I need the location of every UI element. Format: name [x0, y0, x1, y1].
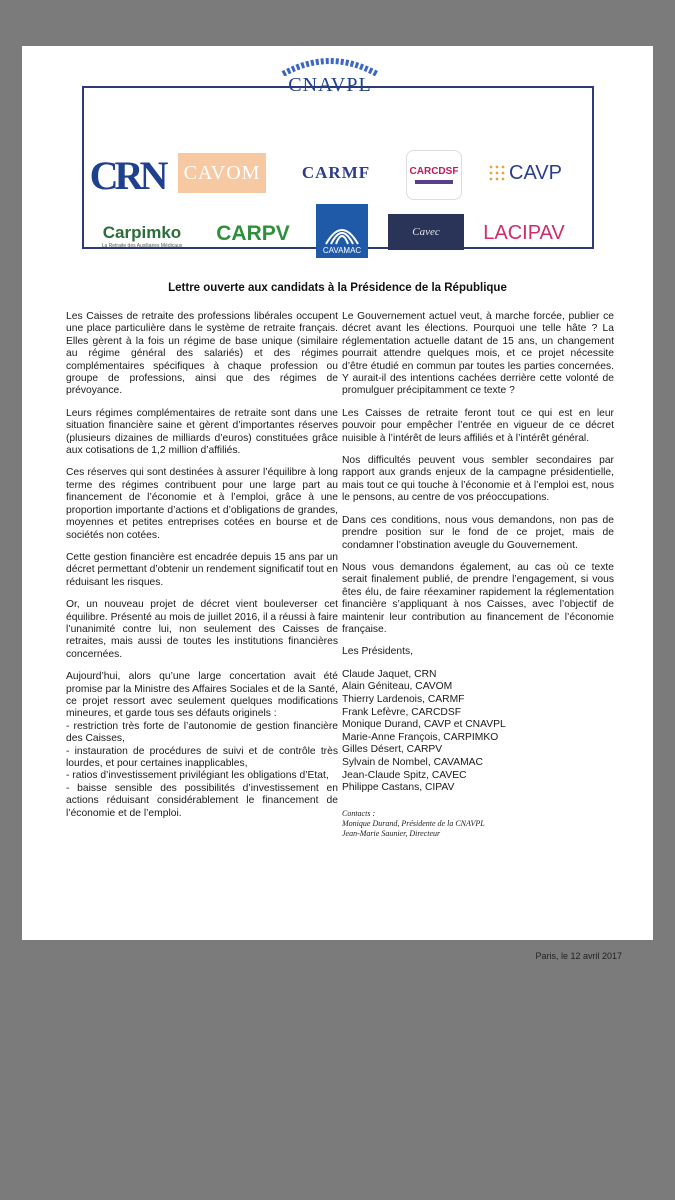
- cnavpl-arc-icon: [275, 54, 385, 76]
- paragraph: Aujourd’hui, alors qu’une large concertation avait été promise par la Ministre des Affaires Sociales et de la Santé, ce projet ressort avec seulement quelques modifications mineures, et garde tous ses défauts originels :: [66, 671, 338, 720]
- lacipav-logo-text: LACIPAV: [483, 221, 565, 244]
- carcdsf-band-icon: [415, 180, 453, 184]
- cavp-logo: [478, 158, 572, 188]
- list-item: - restriction très forte de l’autonomie de gestion financière des Caisses,: [66, 720, 338, 745]
- carpimko-logo-text: Carpimko: [102, 223, 182, 242]
- carpv-logo: [202, 218, 304, 250]
- left-column: [66, 311, 338, 820]
- contact-line: Monique Durand, Présidente de la CNAVPL: [342, 818, 485, 828]
- list-item: - instauration de procédures de suivi et de contrôle très lourdes, et pour certaines inapplicables,: [66, 745, 338, 769]
- carmf-logo: [288, 160, 384, 186]
- cavom-logo-text: CAVOM: [183, 161, 261, 184]
- carmf-logo-text: CARMF: [301, 163, 371, 182]
- carpv-logo-text: CARPV: [216, 222, 290, 245]
- crn-logo: [89, 150, 165, 200]
- paragraph: Ces réserves qui sont destinées à assurer l’équilibre à long terme des régimes contribuent pour une large part au financement de l’économie et à l’emploi, grâce à une proportion importante d’actions et d’obligations de grandes, moyennes et petites entreprises cotées en bourse et de sociétés non cotées.: [66, 467, 338, 541]
- paragraph: Leurs régimes complémentaires de retraite sont dans une situation financière saine et gèrent d’importantes réserves (plusieurs dizaines de milliards d’euros) constituées grâce aux cotisations de 1,2 million d’affiliés.: [66, 407, 338, 457]
- cnavpl-logo: [246, 54, 414, 97]
- cavamac-logo-text: CAVAMAC: [322, 246, 362, 255]
- carcdsf-logo: [406, 150, 462, 200]
- paragraph: Dans ces conditions, nous vous demandons, non pas de prendre position sur le fond de ce projet, mais de condamner l’obstination aveugle du Gouvernement.: [342, 514, 614, 551]
- crn-logo-text: CRN: [89, 152, 165, 198]
- cavamac-logo: [316, 204, 368, 258]
- contacts-block: [342, 809, 614, 839]
- list-item: - baisse sensible des possibilités d’investissement en actions réduisant considérablement le financement de l’économie et de l’emploi.: [66, 782, 338, 819]
- president-name: Jean-Claude Spitz, CAVEC: [342, 769, 467, 781]
- cavom-logo: [178, 153, 266, 193]
- president-name: Frank Lefèvre, CARCDSF: [342, 706, 462, 718]
- paragraph: Nous vous demandons également, au cas où ce texte serait finalement publié, de prendre l’engagement, si vous êtes élu, de faire réexaminer rapidement la réglementation financière s’appliquant à nos Caisses, avec l’objectif de maintenir leur contribution au financement de l’économie française.: [342, 561, 614, 635]
- cavec-logo-text: Cavec: [412, 226, 440, 238]
- cavp-dots-icon: [488, 164, 506, 182]
- president-name: Thierry Lardenois, CARMF: [342, 693, 465, 705]
- presidents-list: [342, 669, 614, 795]
- president-name: Gilles Désert, CARPV: [342, 744, 443, 756]
- carpimko-tagline: La Retraite des Auxiliaires Médicaux: [101, 243, 183, 249]
- president-name: Sylvain de Nombel, CAVAMAC: [342, 756, 483, 768]
- cavec-logo: [388, 214, 464, 250]
- dateline: Paris, le 12 avril 2017: [535, 951, 622, 961]
- contacts-label: Contacts :: [342, 808, 376, 818]
- cavp-logo-text: CAVP: [509, 161, 562, 184]
- carcdsf-logo-text: CARCDSF: [409, 166, 459, 177]
- letter-title: Lettre ouverte aux candidats à la Présidence de la République: [168, 282, 507, 294]
- paragraph: Or, un nouveau projet de décret vient bouleverser cet équilibre. Présenté au mois de juillet 2016, il a réussi à faire l’unanimité contre lui, non seulement des Caisses de retraites, mais aussi de toutes les institutions financières concernées.: [66, 599, 338, 660]
- paragraph: Les Caisses de retraite des professions libérales occupent une place particulière dans le système de retraite français. Elles gèrent à la fois un régime de base unique (similaire au régime général des salariés) et des régimes complémentaires spécifiques à chaque profession ou groupe de professions, ainsi que des régimes de prévoyance.: [66, 311, 338, 397]
- cnavpl-logo-text: CNAVPL: [288, 74, 372, 96]
- cavamac-waves-icon: [322, 214, 362, 246]
- president-name: Monique Durand, CAVP et CNAVPL: [342, 719, 506, 731]
- contact-line: Jean-Marie Saunier, Directeur: [342, 828, 441, 838]
- carpimko-logo: [94, 218, 190, 254]
- signature-heading: Les Présidents,: [342, 646, 413, 658]
- right-column: [342, 311, 614, 839]
- president-name: Alain Géniteau, CAVOM: [342, 681, 453, 693]
- paragraph: Cette gestion financière est encadrée depuis 15 ans par un décret permettant d’obtenir un rendement significatif tout en réduisant les risques.: [66, 551, 338, 588]
- president-name: Claude Jaquet, CRN: [342, 668, 437, 680]
- president-name: Marie-Anne François, CARPIMKO: [342, 731, 499, 743]
- paragraph: Nos difficultés peuvent vous sembler secondaires par rapport aux grands enjeux de la campagne présidentielle, mais tout ce qui touche à l’économie et à l’emploi est, nous le pensons, au centre de vos préoccupations.: [342, 455, 614, 504]
- paragraph: Les Caisses de retraite feront tout ce qui est en leur pouvoir pour empêcher l’entrée en vigueur de ce décret nuisible à l’intérêt de leurs affiliés et à l’intérêt général.: [342, 407, 614, 444]
- president-name: Philippe Castans, CIPAV: [342, 782, 455, 794]
- letter-page: [22, 46, 653, 961]
- list-item: - ratios d’investissement privilégiant les obligations d’Etat,: [66, 770, 329, 782]
- paragraph: Le Gouvernement actuel veut, à marche forcée, publier ce décret avant les élections. Pourquoi une telle hâte ? La réglementation actuelle datant de 15 ans, un changement pourrait attendre quelques mois, et ce projet nécessite d’être étudié en commun par toutes les parties concernées. Y aurait-il des intentions cachées derrière cette volonté de promulguer précipitamment ce texte ?: [342, 311, 614, 397]
- lacipav-logo: [474, 218, 574, 248]
